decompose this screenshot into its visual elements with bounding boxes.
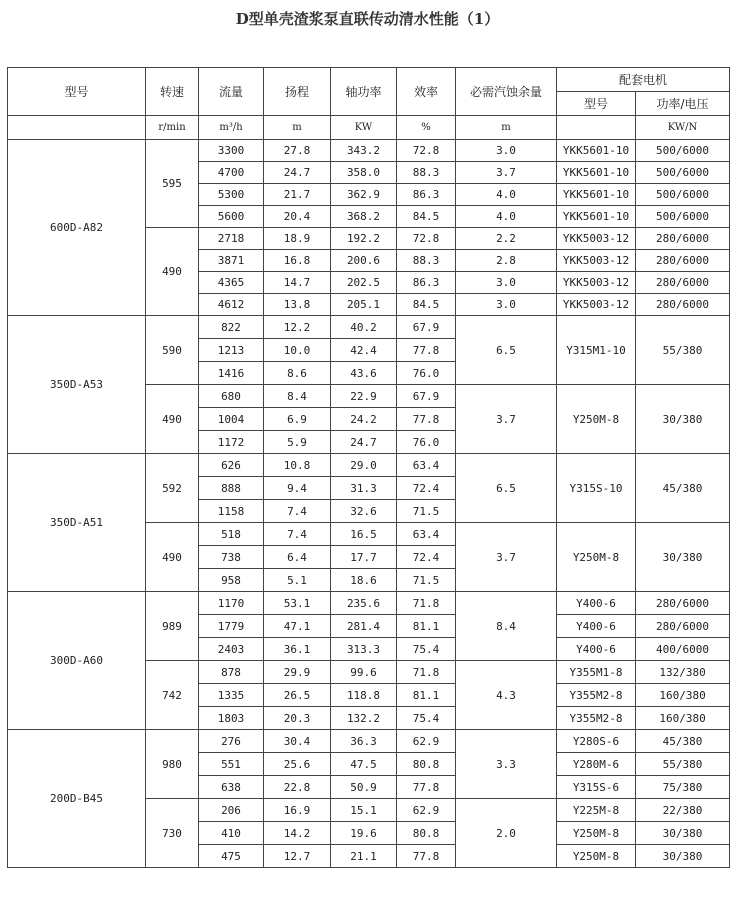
npsh-cell: 4.3 — [456, 661, 557, 730]
motor-model-cell: Y250M-8 — [557, 822, 636, 845]
shaft-power-cell: 200.6 — [331, 250, 397, 272]
head-cell: 8.4 — [264, 385, 331, 408]
shaft-power-cell: 29.0 — [331, 454, 397, 477]
flow-cell: 3871 — [199, 250, 264, 272]
speed-cell: 490 — [146, 523, 199, 592]
motor-model-cell: YKK5003-12 — [557, 294, 636, 316]
efficiency-cell: 71.5 — [397, 569, 456, 592]
flow-cell: 551 — [199, 753, 264, 776]
efficiency-cell: 81.1 — [397, 615, 456, 638]
npsh-cell: 3.3 — [456, 730, 557, 799]
flow-cell: 475 — [199, 845, 264, 868]
motor-power-voltage-cell: 22/380 — [636, 799, 730, 822]
unit-efficiency: % — [397, 116, 456, 140]
unit-motor-model — [557, 116, 636, 140]
head-cell: 7.4 — [264, 500, 331, 523]
shaft-power-cell: 43.6 — [331, 362, 397, 385]
pump-model-cell: 200D-B45 — [8, 730, 146, 868]
npsh-cell: 2.0 — [456, 799, 557, 868]
flow-cell: 1170 — [199, 592, 264, 615]
flow-cell: 2718 — [199, 228, 264, 250]
shaft-power-cell: 16.5 — [331, 523, 397, 546]
shaft-power-cell: 19.6 — [331, 822, 397, 845]
motor-power-voltage-cell: 400/6000 — [636, 638, 730, 661]
efficiency-cell: 72.4 — [397, 546, 456, 569]
motor-power-voltage-cell: 500/6000 — [636, 162, 730, 184]
motor-power-voltage-cell: 132/380 — [636, 661, 730, 684]
head-cell: 12.7 — [264, 845, 331, 868]
motor-power-voltage-cell: 75/380 — [636, 776, 730, 799]
efficiency-cell: 88.3 — [397, 162, 456, 184]
motor-power-voltage-cell: 30/380 — [636, 822, 730, 845]
flow-cell: 410 — [199, 822, 264, 845]
shaft-power-cell: 50.9 — [331, 776, 397, 799]
header-speed: 转速 — [146, 68, 199, 116]
speed-cell: 730 — [146, 799, 199, 868]
shaft-power-cell: 21.1 — [331, 845, 397, 868]
efficiency-cell: 62.9 — [397, 730, 456, 753]
motor-power-voltage-cell: 45/380 — [636, 454, 730, 523]
unit-shaft-power: KW — [331, 116, 397, 140]
npsh-cell: 3.7 — [456, 162, 557, 184]
motor-model-cell: YKK5601-10 — [557, 140, 636, 162]
shaft-power-cell: 24.7 — [331, 431, 397, 454]
motor-model-cell: YKK5003-12 — [557, 272, 636, 294]
flow-cell: 1158 — [199, 500, 264, 523]
flow-cell: 1779 — [199, 615, 264, 638]
efficiency-cell: 80.8 — [397, 753, 456, 776]
npsh-cell: 2.8 — [456, 250, 557, 272]
efficiency-cell: 84.5 — [397, 294, 456, 316]
motor-power-voltage-cell: 280/6000 — [636, 592, 730, 615]
speed-cell: 590 — [146, 316, 199, 385]
flow-cell: 206 — [199, 799, 264, 822]
head-cell: 10.8 — [264, 454, 331, 477]
head-cell: 8.6 — [264, 362, 331, 385]
efficiency-cell: 71.5 — [397, 500, 456, 523]
head-cell: 25.6 — [264, 753, 331, 776]
flow-cell: 1172 — [199, 431, 264, 454]
motor-power-voltage-cell: 160/380 — [636, 707, 730, 730]
efficiency-cell: 63.4 — [397, 454, 456, 477]
shaft-power-cell: 132.2 — [331, 707, 397, 730]
performance-table — [7, 67, 730, 868]
unit-head: m — [264, 116, 331, 140]
flow-cell: 1335 — [199, 684, 264, 707]
efficiency-cell: 75.4 — [397, 707, 456, 730]
speed-cell: 989 — [146, 592, 199, 661]
shaft-power-cell: 205.1 — [331, 294, 397, 316]
flow-cell: 638 — [199, 776, 264, 799]
motor-model-cell: YKK5601-10 — [557, 184, 636, 206]
shaft-power-cell: 362.9 — [331, 184, 397, 206]
motor-power-voltage-cell: 280/6000 — [636, 228, 730, 250]
npsh-cell: 3.0 — [456, 272, 557, 294]
unit-speed: r/min — [146, 116, 199, 140]
flow-cell: 738 — [199, 546, 264, 569]
header-motor-group: 配套电机 — [557, 68, 730, 92]
speed-cell: 490 — [146, 228, 199, 316]
shaft-power-cell: 343.2 — [331, 140, 397, 162]
efficiency-cell: 81.1 — [397, 684, 456, 707]
head-cell: 22.8 — [264, 776, 331, 799]
shaft-power-cell: 24.2 — [331, 408, 397, 431]
motor-model-cell: Y250M-8 — [557, 845, 636, 868]
flow-cell: 276 — [199, 730, 264, 753]
head-cell: 7.4 — [264, 523, 331, 546]
speed-cell: 595 — [146, 140, 199, 228]
motor-model-cell: Y355M2-8 — [557, 707, 636, 730]
shaft-power-cell: 118.8 — [331, 684, 397, 707]
efficiency-cell: 86.3 — [397, 272, 456, 294]
pump-model-cell: 350D-A53 — [8, 316, 146, 454]
flow-cell: 4700 — [199, 162, 264, 184]
head-cell: 20.3 — [264, 707, 331, 730]
shaft-power-cell: 17.7 — [331, 546, 397, 569]
head-cell: 6.9 — [264, 408, 331, 431]
flow-cell: 1004 — [199, 408, 264, 431]
flow-cell: 878 — [199, 661, 264, 684]
flow-cell: 518 — [199, 523, 264, 546]
header-shaft-power: 轴功率 — [331, 68, 397, 116]
motor-power-voltage-cell: 500/6000 — [636, 184, 730, 206]
head-cell: 12.2 — [264, 316, 331, 339]
head-cell: 30.4 — [264, 730, 331, 753]
head-cell: 36.1 — [264, 638, 331, 661]
efficiency-cell: 71.8 — [397, 661, 456, 684]
shaft-power-cell: 235.6 — [331, 592, 397, 615]
efficiency-cell: 76.0 — [397, 431, 456, 454]
flow-cell: 5600 — [199, 206, 264, 228]
motor-power-voltage-cell: 280/6000 — [636, 294, 730, 316]
npsh-cell: 3.7 — [456, 523, 557, 592]
table-row — [8, 730, 730, 753]
npsh-cell: 4.0 — [456, 206, 557, 228]
header-flow: 流量 — [199, 68, 264, 116]
unit-model — [8, 116, 146, 140]
speed-cell: 742 — [146, 661, 199, 730]
head-cell: 10.0 — [264, 339, 331, 362]
motor-power-voltage-cell: 55/380 — [636, 753, 730, 776]
header-motor-power-voltage: 功率/电压 — [636, 92, 730, 116]
efficiency-cell: 77.8 — [397, 408, 456, 431]
motor-power-voltage-cell: 500/6000 — [636, 140, 730, 162]
header-head: 扬程 — [264, 68, 331, 116]
efficiency-cell: 84.5 — [397, 206, 456, 228]
motor-power-voltage-cell: 500/6000 — [636, 206, 730, 228]
efficiency-cell: 86.3 — [397, 184, 456, 206]
flow-cell: 888 — [199, 477, 264, 500]
flow-cell: 2403 — [199, 638, 264, 661]
motor-power-voltage-cell: 30/380 — [636, 523, 730, 592]
efficiency-cell: 62.9 — [397, 799, 456, 822]
flow-cell: 3300 — [199, 140, 264, 162]
head-cell: 47.1 — [264, 615, 331, 638]
efficiency-cell: 67.9 — [397, 385, 456, 408]
flow-cell: 5300 — [199, 184, 264, 206]
shaft-power-cell: 18.6 — [331, 569, 397, 592]
npsh-cell: 3.7 — [456, 385, 557, 454]
shaft-power-cell: 15.1 — [331, 799, 397, 822]
head-cell: 5.9 — [264, 431, 331, 454]
unit-npsh: m — [456, 116, 557, 140]
shaft-power-cell: 281.4 — [331, 615, 397, 638]
motor-power-voltage-cell: 30/380 — [636, 845, 730, 868]
motor-power-voltage-cell: 280/6000 — [636, 272, 730, 294]
shaft-power-cell: 42.4 — [331, 339, 397, 362]
flow-cell: 1416 — [199, 362, 264, 385]
efficiency-cell: 72.8 — [397, 140, 456, 162]
head-cell: 27.8 — [264, 140, 331, 162]
motor-model-cell: YKK5003-12 — [557, 250, 636, 272]
shaft-power-cell: 36.3 — [331, 730, 397, 753]
npsh-cell: 8.4 — [456, 592, 557, 661]
flow-cell: 1213 — [199, 339, 264, 362]
motor-model-cell: Y400-6 — [557, 592, 636, 615]
flow-cell: 680 — [199, 385, 264, 408]
motor-model-cell: Y280S-6 — [557, 730, 636, 753]
table-row — [8, 140, 730, 162]
motor-model-cell: Y250M-8 — [557, 523, 636, 592]
head-cell: 13.8 — [264, 294, 331, 316]
flow-cell: 626 — [199, 454, 264, 477]
shaft-power-cell: 368.2 — [331, 206, 397, 228]
efficiency-cell: 71.8 — [397, 592, 456, 615]
motor-model-cell: YKK5601-10 — [557, 162, 636, 184]
head-cell: 29.9 — [264, 661, 331, 684]
speed-cell: 592 — [146, 454, 199, 523]
motor-power-voltage-cell: 30/380 — [636, 385, 730, 454]
head-cell: 16.9 — [264, 799, 331, 822]
efficiency-cell: 67.9 — [397, 316, 456, 339]
header-efficiency: 效率 — [397, 68, 456, 116]
motor-model-cell: Y355M1-8 — [557, 661, 636, 684]
npsh-cell: 6.5 — [456, 454, 557, 523]
shaft-power-cell: 202.5 — [331, 272, 397, 294]
motor-model-cell: Y315M1-10 — [557, 316, 636, 385]
speed-cell: 490 — [146, 385, 199, 454]
flow-cell: 4612 — [199, 294, 264, 316]
head-cell: 20.4 — [264, 206, 331, 228]
flow-cell: 4365 — [199, 272, 264, 294]
head-cell: 18.9 — [264, 228, 331, 250]
efficiency-cell: 88.3 — [397, 250, 456, 272]
motor-model-cell: Y250M-8 — [557, 385, 636, 454]
efficiency-cell: 76.0 — [397, 362, 456, 385]
head-cell: 16.8 — [264, 250, 331, 272]
motor-model-cell: YKK5003-12 — [557, 228, 636, 250]
head-cell: 9.4 — [264, 477, 331, 500]
npsh-cell: 2.2 — [456, 228, 557, 250]
npsh-cell: 4.0 — [456, 184, 557, 206]
table-row — [8, 592, 730, 615]
npsh-cell: 3.0 — [456, 294, 557, 316]
table-row — [8, 316, 730, 339]
header-model: 型号 — [8, 68, 146, 116]
head-cell: 6.4 — [264, 546, 331, 569]
shaft-power-cell: 99.6 — [331, 661, 397, 684]
shaft-power-cell: 31.3 — [331, 477, 397, 500]
motor-model-cell: Y400-6 — [557, 615, 636, 638]
unit-flow: m³/h — [199, 116, 264, 140]
efficiency-cell: 72.4 — [397, 477, 456, 500]
header-npsh: 必需汽蚀余量 — [456, 68, 557, 116]
shaft-power-cell: 32.6 — [331, 500, 397, 523]
motor-power-voltage-cell: 160/380 — [636, 684, 730, 707]
efficiency-cell: 63.4 — [397, 523, 456, 546]
efficiency-cell: 75.4 — [397, 638, 456, 661]
motor-model-cell: YKK5601-10 — [557, 206, 636, 228]
table-row — [8, 454, 730, 477]
npsh-cell: 6.5 — [456, 316, 557, 385]
efficiency-cell: 80.8 — [397, 822, 456, 845]
shaft-power-cell: 47.5 — [331, 753, 397, 776]
motor-model-cell: Y400-6 — [557, 638, 636, 661]
head-cell: 24.7 — [264, 162, 331, 184]
flow-cell: 822 — [199, 316, 264, 339]
efficiency-cell: 77.8 — [397, 845, 456, 868]
flow-cell: 1803 — [199, 707, 264, 730]
motor-model-cell: Y280M-6 — [557, 753, 636, 776]
speed-cell: 980 — [146, 730, 199, 799]
efficiency-cell: 77.8 — [397, 339, 456, 362]
head-cell: 21.7 — [264, 184, 331, 206]
shaft-power-cell: 313.3 — [331, 638, 397, 661]
motor-model-cell: Y355M2-8 — [557, 684, 636, 707]
shaft-power-cell: 192.2 — [331, 228, 397, 250]
performance-table-body — [8, 140, 730, 868]
head-cell: 5.1 — [264, 569, 331, 592]
motor-model-cell: Y225M-8 — [557, 799, 636, 822]
shaft-power-cell: 22.9 — [331, 385, 397, 408]
head-cell: 14.2 — [264, 822, 331, 845]
efficiency-cell: 77.8 — [397, 776, 456, 799]
flow-cell: 958 — [199, 569, 264, 592]
motor-power-voltage-cell: 280/6000 — [636, 250, 730, 272]
motor-power-voltage-cell: 280/6000 — [636, 615, 730, 638]
motor-power-voltage-cell: 55/380 — [636, 316, 730, 385]
page-title: D型单壳渣浆泵直联传动清水性能（1） — [235, 10, 500, 28]
pump-model-cell: 350D-A51 — [8, 454, 146, 592]
unit-motor-power-voltage: KW/N — [636, 116, 730, 140]
shaft-power-cell: 40.2 — [331, 316, 397, 339]
pump-model-cell: 300D-A60 — [8, 592, 146, 730]
efficiency-cell: 72.8 — [397, 228, 456, 250]
pump-model-cell: 600D-A82 — [8, 140, 146, 316]
shaft-power-cell: 358.0 — [331, 162, 397, 184]
header-motor-model: 型号 — [557, 92, 636, 116]
head-cell: 53.1 — [264, 592, 331, 615]
npsh-cell: 3.0 — [456, 140, 557, 162]
head-cell: 14.7 — [264, 272, 331, 294]
motor-model-cell: Y315S-6 — [557, 776, 636, 799]
motor-model-cell: Y315S-10 — [557, 454, 636, 523]
motor-power-voltage-cell: 45/380 — [636, 730, 730, 753]
head-cell: 26.5 — [264, 684, 331, 707]
